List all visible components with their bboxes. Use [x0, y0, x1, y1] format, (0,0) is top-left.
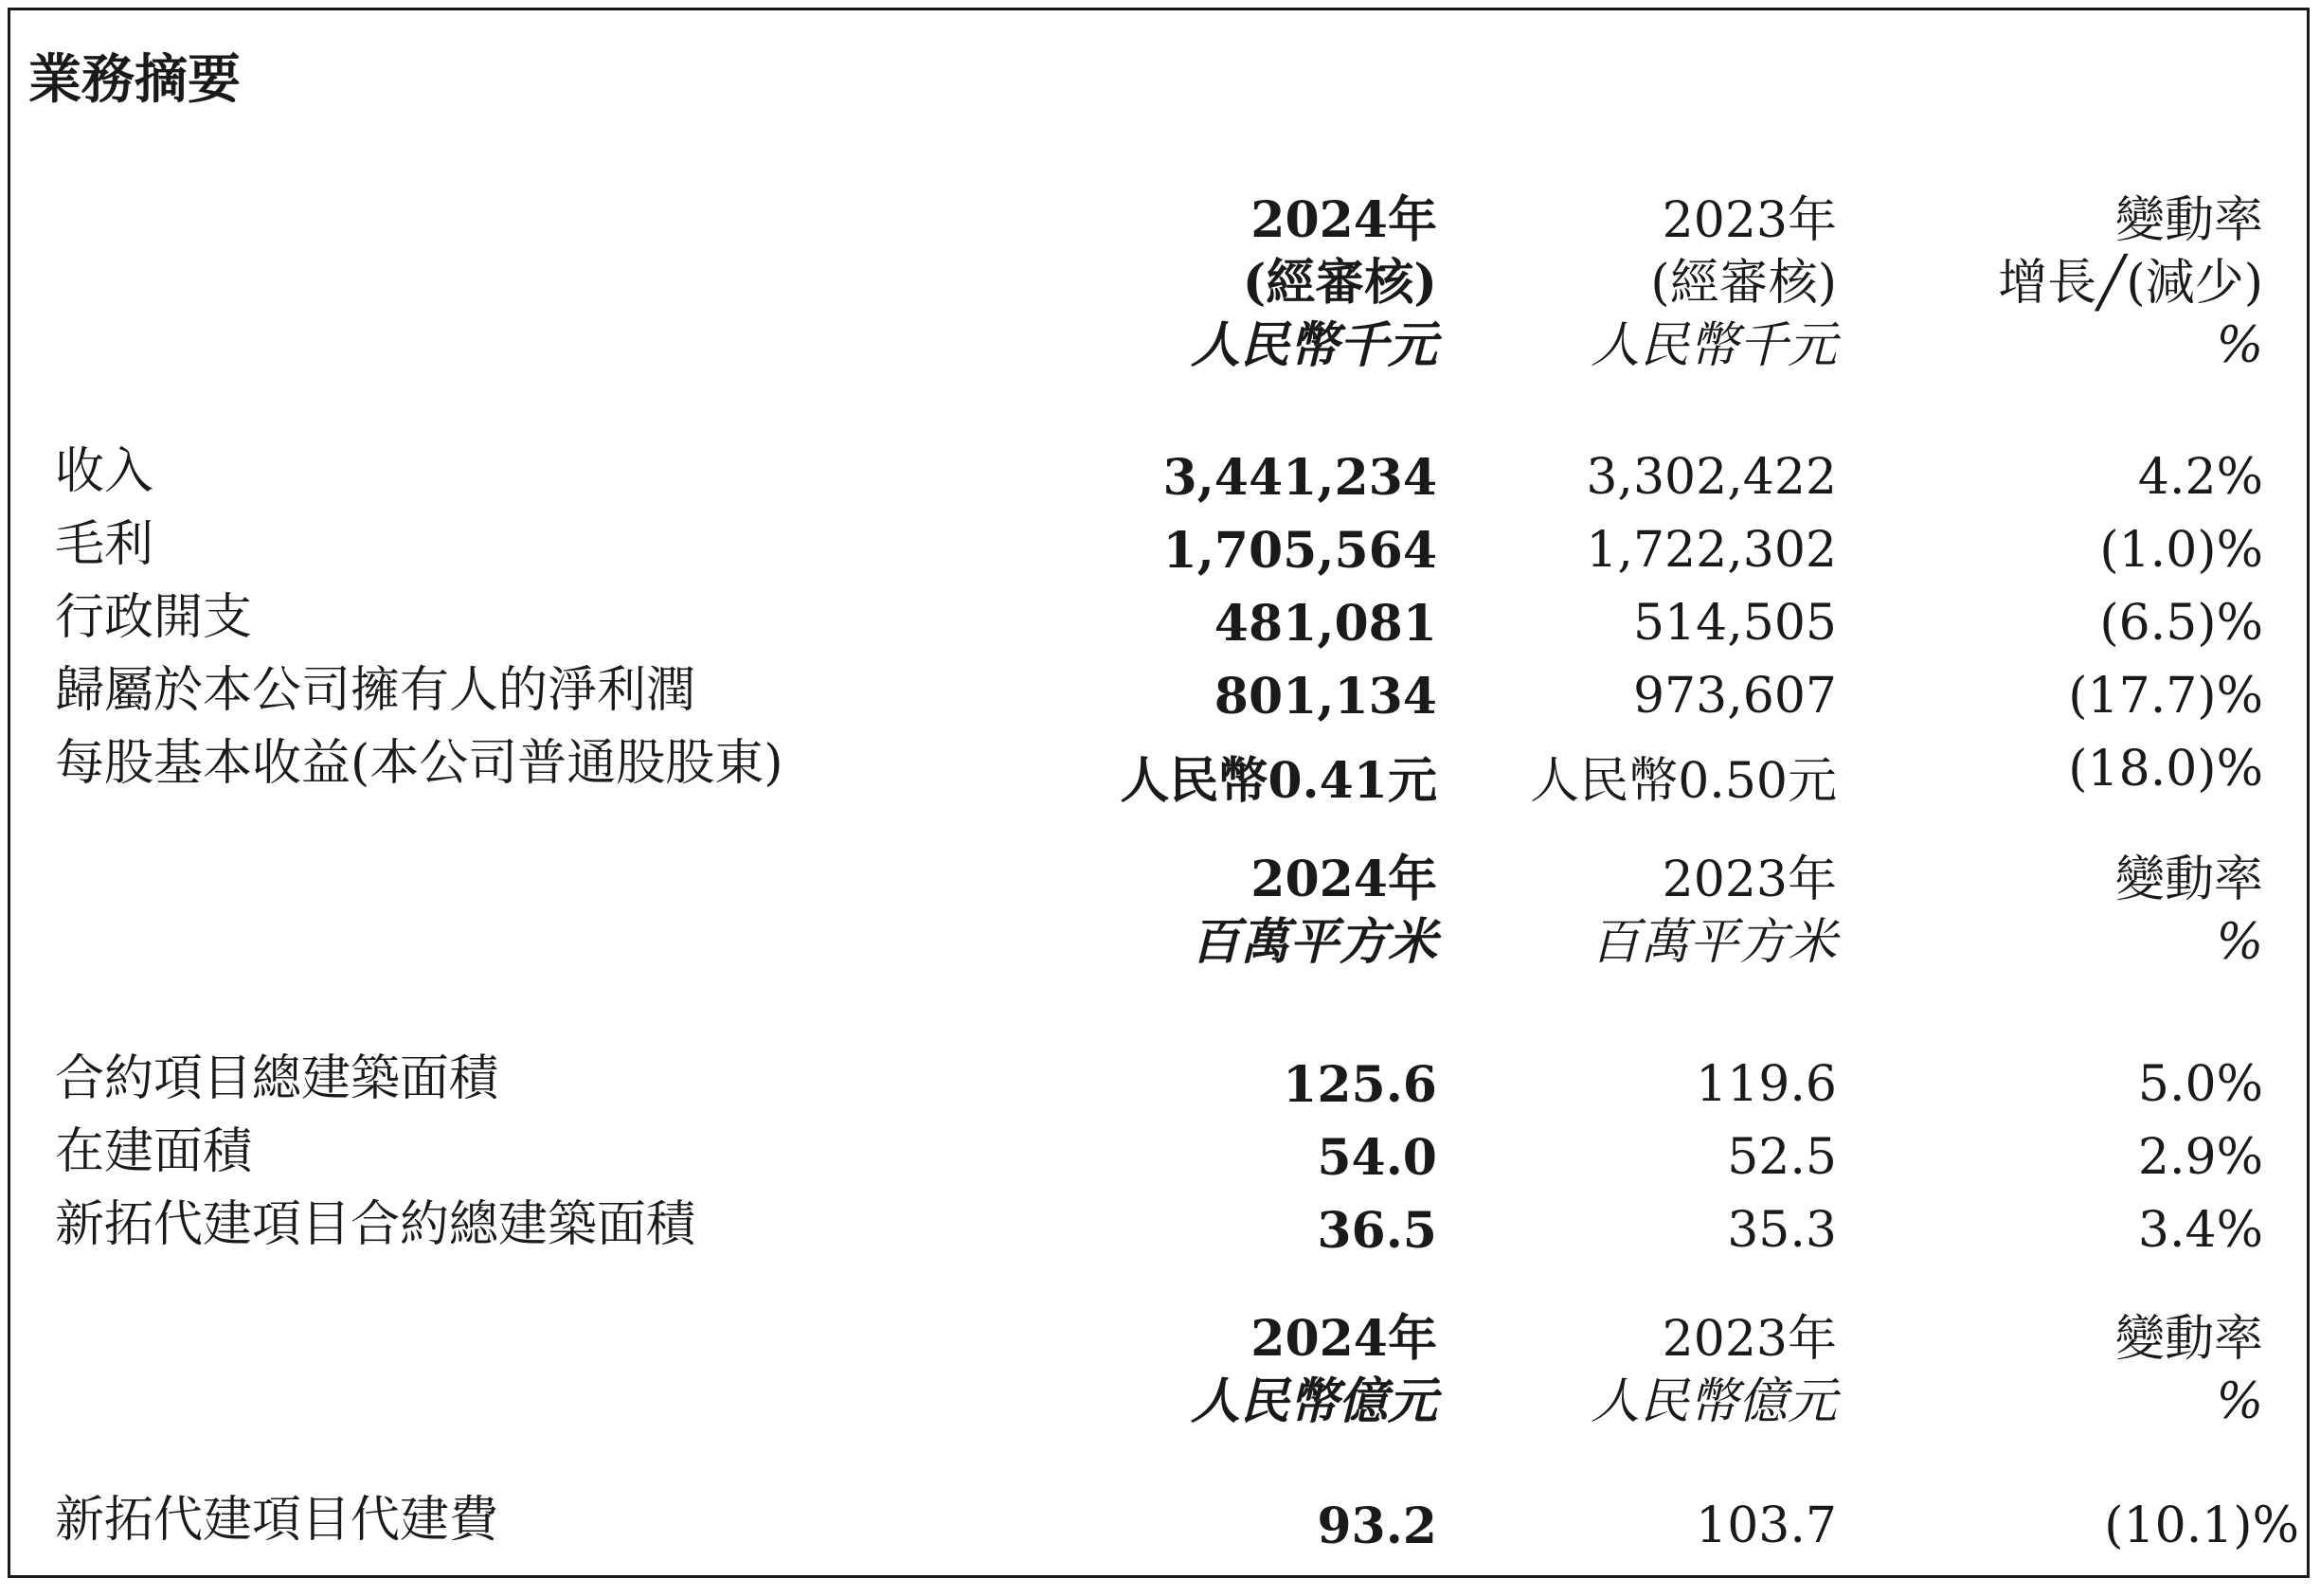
s3-header-2023-year: 2023年 [1662, 1311, 1837, 1368]
s1-header-2023-note: (經審核) [1650, 255, 1837, 312]
s3-row-2024: 93.2 [1317, 1497, 1437, 1555]
s1-row-label: 毛利 [55, 516, 154, 573]
s1-row-change: (17.7)% [2068, 668, 2263, 725]
s1-row-label: 每股基本收益(本公司普通股股東) [55, 735, 783, 792]
s2-row-2024: 36.5 [1317, 1202, 1437, 1260]
s2-header-2024 [1191, 849, 1437, 974]
s1-row-2024: 3,441,234 [1162, 449, 1437, 507]
s3-header-2024-year: 2024年 [1250, 1310, 1437, 1368]
s3-header-change-unit: % [2216, 1373, 2263, 1430]
s1-row-change: (18.0)% [2068, 741, 2263, 798]
s1-row-2024: 1,705,564 [1162, 522, 1437, 580]
s2-row-label: 新拓代建項目合約總建築面積 [55, 1196, 696, 1253]
s2-row-label: 在建面積 [55, 1123, 253, 1180]
s1-row-change: (1.0)% [2099, 522, 2263, 579]
s1-row-label: 歸屬於本公司擁有人的淨利潤 [55, 662, 696, 719]
s1-header-2024 [1191, 189, 1437, 377]
s1-row-2023: 人民幣0.50元 [1530, 753, 1837, 810]
s2-row-label: 合約項目總建築面積 [55, 1050, 499, 1107]
s3-header-2024-unit: 人民幣億元 [1190, 1372, 1437, 1430]
s1-header-2023-unit: 人民幣千元 [1590, 317, 1837, 374]
page-title: 業務摘要 [28, 48, 241, 111]
s2-header-2023-unit: 百萬平方米 [1590, 914, 1837, 971]
s1-row-2023: 973,607 [1632, 668, 1837, 725]
s1-row-2023: 3,302,422 [1586, 449, 1837, 506]
s1-header-change-title: 變動率 [2114, 192, 2263, 249]
s2-row-2023: 52.5 [1727, 1129, 1837, 1186]
s1-header-2024-note: (經審核) [1242, 254, 1437, 312]
s1-row-2024: 481,081 [1214, 595, 1437, 653]
s2-row-2024: 54.0 [1317, 1129, 1437, 1187]
s2-header-change-unit: % [2216, 914, 2263, 971]
s2-row-change: 5.0% [2137, 1056, 2263, 1113]
s1-header-change-unit: % [2216, 317, 2263, 374]
s1-header-2024-year: 2024年 [1250, 191, 1437, 249]
s1-row-2023: 514,505 [1632, 595, 1837, 652]
s3-header-change-title: 變動率 [2114, 1311, 2263, 1368]
s2-row-change: 3.4% [2137, 1202, 2263, 1259]
s1-row-2023: 1,722,302 [1586, 522, 1837, 579]
s3-header-change [2115, 1308, 2263, 1433]
s1-row-change: 4.2% [2137, 449, 2263, 506]
s1-row-2024: 801,134 [1214, 668, 1437, 726]
s1-row-label: 收入 [55, 443, 154, 500]
s2-header-2024-unit: 百萬平方米 [1190, 913, 1437, 971]
s2-header-2023-year: 2023年 [1662, 852, 1837, 908]
s1-header-2024-unit: 人民幣千元 [1190, 316, 1437, 374]
s3-header-2024 [1191, 1308, 1437, 1433]
s2-row-2024: 125.6 [1283, 1056, 1437, 1114]
s1-header-change-note: 增長╱(減少) [1998, 255, 2263, 312]
s2-header-2024-year: 2024年 [1250, 851, 1437, 908]
s3-row-change: (10.1)% [2104, 1497, 2299, 1554]
s2-row-2023: 35.3 [1727, 1202, 1837, 1259]
s2-row-2023: 119.6 [1696, 1056, 1837, 1113]
s3-header-2023 [1591, 1308, 1837, 1433]
s3-row-2023: 103.7 [1696, 1497, 1837, 1554]
s2-header-change [2115, 849, 2263, 974]
s1-row-2024: 人民幣0.41元 [1120, 752, 1437, 810]
s2-header-change-title: 變動率 [2114, 852, 2263, 908]
s1-row-change: (6.5)% [2099, 595, 2263, 652]
s1-header-2023 [1591, 189, 1837, 377]
s1-header-change [1998, 189, 2263, 377]
s2-row-change: 2.9% [2137, 1129, 2263, 1186]
s3-row-label: 新拓代建項目代建費 [55, 1492, 499, 1549]
s3-header-2023-unit: 人民幣億元 [1590, 1373, 1837, 1430]
s1-header-2023-year: 2023年 [1662, 192, 1837, 249]
s1-row-label: 行政開支 [55, 589, 253, 646]
s2-header-2023 [1591, 849, 1837, 974]
